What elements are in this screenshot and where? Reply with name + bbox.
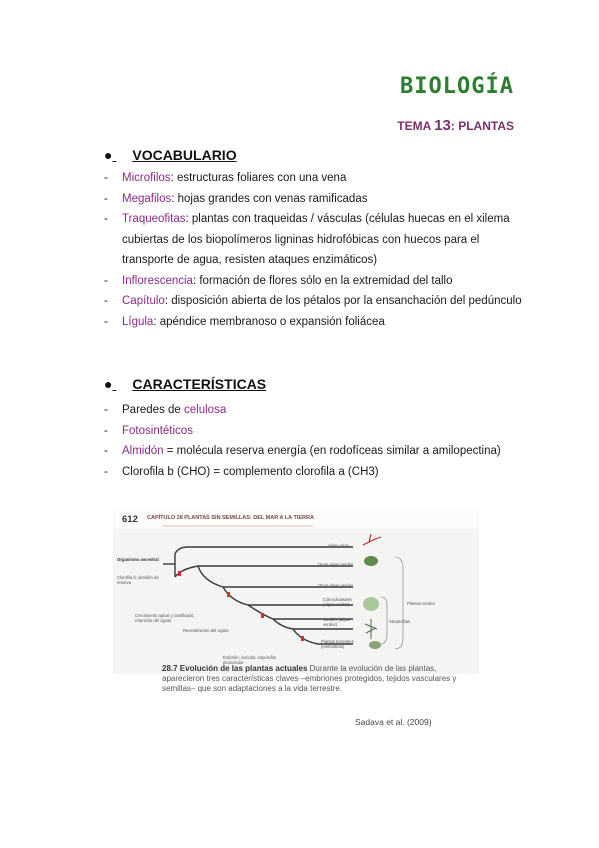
vocabulario-heading-text: VOCABULARIO: [132, 147, 237, 163]
label-crecimiento: Crecimiento apical y ramificado; retención del cigoto: [135, 613, 195, 623]
figure-page-number: 612: [122, 514, 138, 525]
tema-label: TEMA: [397, 119, 431, 133]
vocabulario-list: [104, 168, 524, 332]
term-ligula: Lígula: [122, 315, 154, 328]
label-terrestres: Plantas terrestres (embriofitas): [321, 639, 354, 649]
term-inflorescencia: Inflorescencia: [122, 274, 193, 287]
list-item: - Capítulo: disposición abierta de los pétalos por la ensanchación del pedúnculo: [104, 295, 522, 307]
land-plant-icon: [369, 641, 381, 649]
definition: : formación de flores sólo en la extremidad del tallo: [192, 274, 453, 287]
figure-credit: Sadava et al. (2009): [355, 717, 432, 727]
term-megafilos: Megafilos: [122, 192, 172, 205]
red-alga-icon: [363, 534, 381, 545]
label-coleochaetales: Coleochaetales (algas verdes): [323, 597, 352, 607]
figure-chapter-title: CAPÍTULO 28 PLANTAS SIN SEMILLAS: DEL MAR A LA TIERRA: [147, 515, 314, 521]
coleochaete-icon: [363, 597, 379, 611]
term-almidon: Almidón: [122, 445, 164, 457]
term-traqueofitas: Traqueofitas: [122, 213, 186, 225]
definition: : plantas con traqueidas / vásculas (células huecas en el xilema cubiertas de los biopolímeros ligninas hidrofóbicas con huecos para el transporte de agua, resisten ataques enzimáticos): [122, 213, 510, 266]
list-item: - Traqueofitas: plantas con traqueidas / vásculas (células huecas en el xilema cubiertas de los biopolímeros ligninas hidrofóbicas con huecos para el transporte de agua, resisten ataques enzimáticos): [104, 213, 510, 266]
caracteristicas-heading: [104, 376, 266, 392]
term-capitulo: Capítulo: [122, 295, 165, 307]
definition: : disposición abierta de los pétalos por la ensanchación del pedúnculo: [164, 295, 522, 307]
tema-number: 13: [434, 117, 451, 134]
list-item: - Microfilos: estructuras foliares con una vena: [104, 172, 347, 184]
list-item: - Almidón = molécula reserva energía (en rodofíceas similar a amilopectina): [104, 445, 501, 457]
phylogeny-figure: [113, 509, 479, 674]
list-item: - Paredes de celulosa: [104, 404, 227, 416]
vocabulario-heading: [104, 147, 237, 163]
bullet-icon: ●: [104, 376, 113, 392]
item-text: = molécula reserva energía (en rodofíceas similar a amilopectina): [163, 445, 501, 457]
term-fotosinteticos: Fotosintéticos: [122, 424, 193, 437]
list-item: - Megafilos: hojas grandes con venas ramificadas: [104, 192, 368, 205]
tema-name: : PLANTAS: [450, 119, 514, 133]
definition: : hojas grandes con venas ramificadas: [171, 192, 368, 205]
list-item: - Lígula: apéndice membranoso o expansión foliácea: [104, 315, 385, 328]
definition: : apéndice membranoso o expansión foliácea: [153, 315, 385, 328]
figure-caption-text: Durante la evolución de las plantas, aparecieron tres características claves –embriones protegidos, tejidos vasculares y semillas– que son adaptaciones a la vida terrestre.: [162, 664, 457, 693]
label-otras-algas-2: Otras algas verdes: [318, 583, 354, 588]
tema-subtitle: [397, 117, 514, 134]
term-microfilos: Microfilos: [122, 172, 171, 184]
caracteristicas-heading-text: CARACTERÍSTICAS: [132, 376, 267, 392]
label-algas-rojas: Algas rojas: [328, 543, 349, 548]
figure-caption: [162, 664, 472, 694]
plant-images: [363, 534, 381, 649]
label-otras-algas-1: Otras algas verdes: [318, 562, 354, 567]
list-item: - Inflorescencia: formación de flores sólo en la extremidad del tallo: [104, 274, 453, 287]
label-clorofila: Clorofila b; almidón de reserva: [117, 575, 159, 585]
item-text: Clorofila b (CHO) = complemento clorofila a (CH3): [122, 465, 379, 478]
caracteristicas-list: [104, 400, 524, 482]
bullet-icon: ●: [104, 147, 113, 163]
list-item: - Fotosintéticos: [104, 424, 193, 437]
figure-caption-title: 28.7 Evolución de las plantas actuales: [162, 664, 308, 673]
chara-icon: [365, 619, 377, 639]
group-brackets: [381, 557, 403, 649]
item-text: Paredes de: [122, 404, 185, 416]
phylogeny-tree: [113, 509, 479, 674]
label-carales: Carales (algas verdes): [323, 617, 350, 627]
label-embrion: Embrión; cutícula; esporofito pluricelular: [223, 655, 277, 665]
term-celulosa: celulosa: [184, 404, 227, 416]
definition: : estructuras foliares con una vena: [170, 172, 347, 184]
list-item: - Clorofila b (CHO) = complemento clorofila a (CH3): [104, 465, 379, 478]
label-plantas-verdes: Plantas verdes: [407, 601, 435, 606]
document-title: BIOLOGÍA: [400, 74, 514, 99]
green-alga-icon: [364, 556, 378, 566]
label-organismo: Organismo ancestral: [117, 557, 159, 562]
label-revestimiento: Revestimiento del cigoto: [183, 628, 229, 633]
label-estreptofitas: Streptofitas: [389, 619, 411, 624]
